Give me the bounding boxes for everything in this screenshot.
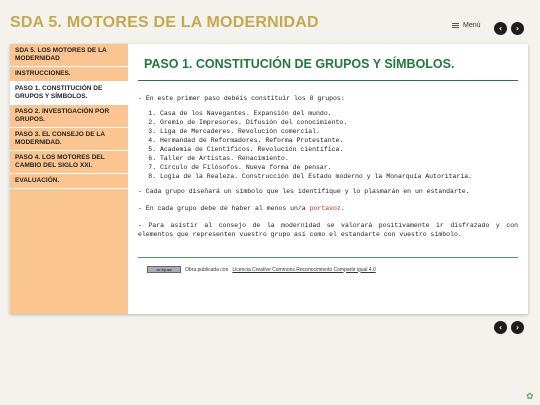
portavoz-prefix: - En cada grupo debe de haber al menos un/a xyxy=(138,205,310,212)
sidebar-item-evaluacion[interactable]: EVALUACIÓN. xyxy=(10,174,128,189)
page-title: PASO 1. CONSTITUCIÓN DE GRUPOS Y SÍMBOLOS. xyxy=(144,57,455,71)
list-item: 2. Gremio de Impresores. Difusión del conocimiento. xyxy=(160,118,518,127)
list-item: 3. Liga de Mercaderes. Revolución comercial. xyxy=(160,127,518,136)
prev-page-button-bottom[interactable] xyxy=(494,321,507,334)
prev-page-button[interactable] xyxy=(494,22,507,35)
license-link[interactable]: Licencia Creative Commons Reconocimiento Compartir igual 4.0 xyxy=(232,266,376,273)
chevron-right-icon: › xyxy=(515,323,520,332)
symbol-paragraph: - Cada grupo diseñará un símbolo que les identifique y lo plasmarán en un estandarte. xyxy=(138,188,470,195)
menu-button[interactable] xyxy=(452,22,481,29)
cc-license-badge[interactable]: cc by-sa xyxy=(147,266,181,273)
list-item: 4. Hermandad de Reformadores. Reforma Protestante. xyxy=(160,136,518,145)
list-item: 1. Casa de los Navegantes. Expansión del mundo. xyxy=(160,109,518,118)
main-panel xyxy=(10,44,528,314)
exelearning-icon[interactable]: ✿ xyxy=(526,391,534,401)
portavoz-highlight: portavoz xyxy=(309,205,341,212)
header xyxy=(0,0,540,44)
sidebar-item-paso-2[interactable]: PASO 2. INVESTIGACIÓN POR GRUPOS. xyxy=(10,105,128,128)
groups-list xyxy=(154,109,518,181)
intro-paragraph: - En este primer paso debéis constituir los 8 grupos: xyxy=(138,95,345,102)
next-page-button-bottom[interactable] xyxy=(511,321,524,334)
next-page-button[interactable] xyxy=(511,22,524,35)
license-notice xyxy=(147,266,518,273)
list-item: 7. Círculo de Filósofos. Nueva forma de pensar. xyxy=(160,163,518,172)
sidebar-item-instrucciones[interactable]: INSTRUCCIONES. xyxy=(10,67,128,82)
hamburger-icon xyxy=(452,23,459,28)
sidebar xyxy=(10,44,128,314)
chevron-left-icon: ‹ xyxy=(498,323,503,332)
footer-divider xyxy=(138,257,518,258)
portavoz-suffix: . xyxy=(340,205,345,212)
heading-divider xyxy=(138,80,518,81)
content-area xyxy=(128,44,528,314)
sidebar-item-paso-3[interactable]: PASO 3. EL CONSEJO DE LA MODERNIDAD. xyxy=(10,128,128,151)
chevron-left-icon: ‹ xyxy=(498,24,503,33)
sidebar-item-paso-1[interactable]: PASO 1. CONSTITUCIÓN DE GRUPOS Y SÍMBOLOS. xyxy=(10,82,128,105)
chevron-right-icon: › xyxy=(515,24,520,33)
sidebar-item-home[interactable]: SDA 5. LOS MOTORES DE LA MODERNIDAD xyxy=(10,44,128,67)
list-item: 5. Academia de Científicos. Revolución científica. xyxy=(160,145,518,154)
license-prefix: Obra publicada con xyxy=(185,266,229,273)
menu-label: Menú xyxy=(463,22,481,29)
costume-paragraph: - Para asistir al consejo de la modernidad se valorará positivamente ir disfrazado y con elementos que representen vuestro grupo así como el estandarte con vuestro símbolo. xyxy=(138,222,518,238)
list-item: 8. Logia de la Realeza. Construcción del Estado moderno y la Monarquía Autoritaria. xyxy=(160,172,518,181)
sidebar-item-paso-4[interactable]: PASO 4. LOS MOTORES DEL CAMBIO DEL SIGLO XXI. xyxy=(10,151,128,174)
list-item: 6. Taller de Artistas. Renacimiento. xyxy=(160,154,518,163)
portavoz-paragraph xyxy=(138,204,518,213)
site-title[interactable]: SDA 5. MOTORES DE LA MODERNIDAD xyxy=(10,14,319,31)
